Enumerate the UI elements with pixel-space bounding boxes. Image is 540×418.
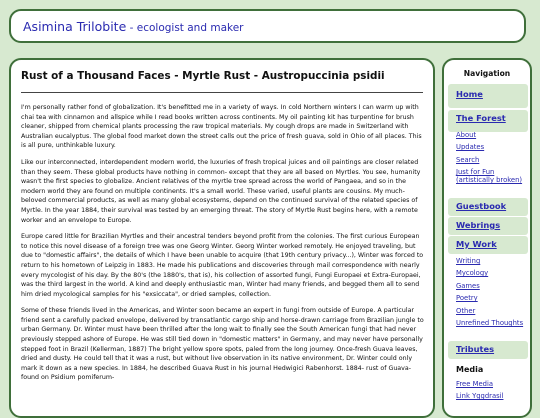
nav-link-free-media[interactable]: Free Media xyxy=(456,380,493,388)
nav-title: Navigation xyxy=(463,69,511,78)
post-paragraph: Europe cared little for Brazilian Myrtles and their ancestral tenders beyond profit from the colonies. The first curious European to notice this novel disease of a foreign tree was one Georg Winter. Georg Winter worked remotely. He enjoyed traveling, but due to "domestic affairs", the details of which I have been unable to acquire (that 19th century privacy...), Winter was forced to return to his hometown of Leipzig in 1883. He made his publications and discoveries through mail correspondence with nearly every mycologist of his day. By the 80's (the 1880's, that is), his collection of assorted fungi, Fungi Europaei et Extra-Europaei, was the third largest in the world. A kind and deeply enthusiastic man, Winter had many friends, and begged them all to send him dried mycological samples for his "exsiccata", or dried samples, collection. xyxy=(21,233,424,298)
post-title: Rust of a Thousand Faces - Myrtle Rust - Austropuccinia psidii xyxy=(21,70,385,82)
post-paragraph: Some of these friends lived in the Americas, and Winter soon became an expert in fungi from outside of Europe. A particular friend sent a carefully packed envelope, delivered by transatlantic cargo ship and horse-drawn carriage from Brazilian jungle to urban Germany. Dr. Winter must have been thrilled after the long wait to finally see the South American fungi that had never previously stepped ashore of Europe. He was still tied down in "domestic matters" in Germany, and may never have personally stepped foot in Brazil (Kellerman, 1887) The bright yellow spore spots, paled from the long journey. Once-fresh Guava leaves, dried and dusty. He could tell that it was a rust, but without live observation in its native environment, Dr. Winter could only mark it down as a new species. In 1884, he described Guava Rust in his journal Hedwigici Rabenhorst. 1884- rust of Guava- found on Psidium pomiferum- xyxy=(21,307,424,382)
nav-link-about[interactable]: About xyxy=(456,131,477,139)
nav-link-just-for-fun[interactable]: Just for Fun (artistically broken) xyxy=(456,168,523,185)
post-paragraph: I'm personally rather fond of globalization. It's benefitted me in a variety of ways. In cold Northern winters I can warm up with chai tea with cinnamon and allspice while I read books written across continents. My oil painting kit has turpentine for brush cleaner, shipped from chemical plants processing the raw tropical materials. My cough drops are made in Switzerland with Australian eucalyptus. The global food market down the street calls out the price of fresh guava, sold in Ohio of all places. This is all pure, unthinkable luxury. xyxy=(21,104,422,150)
nav-link-poetry[interactable]: Poetry xyxy=(456,294,478,302)
navigation-sidebar xyxy=(442,58,532,418)
post-paragraph: Like our interconnected, interdependent modern world, the luxuries of fresh tropical juices and oil paintings are closer related than they seem. These global products have nothing in common- except that they are all based on Myrtles. You see, humanity wasn't the first species to globalize. Ancient relatives of the myrtle tree spread across the world of Pangaea, and so in the modern world they are found on multiple continents. It's a small world. These varied, useful plants are cousins. My much-beloved commercial products, as well as many global ecosystems, depend on the continued survival of the related species of Myrtle. In the year 1884, their survival was tested by an emerging threat. The story of Myrtle Rust begins here, with a remote worker and an envelope to Europe. xyxy=(21,158,421,224)
post-body xyxy=(21,103,426,390)
site-title[interactable] xyxy=(23,19,244,34)
nav-link-mycology[interactable]: Mycology xyxy=(456,269,489,277)
nav-link-writing[interactable]: Writing xyxy=(456,257,481,265)
nav-link-the-forest[interactable]: The Forest xyxy=(456,113,506,123)
site-name[interactable]: Asimina Trilobite xyxy=(23,19,127,34)
nav-link-updates[interactable]: Updates xyxy=(456,143,485,151)
media-heading: Media xyxy=(456,365,484,374)
nav-link-guestbook[interactable]: Guestbook xyxy=(456,201,507,211)
nav-link-unrefined-thoughts[interactable]: Unrefined Thoughts xyxy=(456,319,524,327)
nav-link-webrings[interactable]: Webrings xyxy=(456,220,501,230)
title-divider xyxy=(21,92,423,93)
nav-link-search[interactable]: Search xyxy=(456,156,480,164)
nav-link-link-yggdrasil[interactable]: Link Yggdrasil xyxy=(456,392,504,400)
main-content-panel xyxy=(9,58,435,418)
nav-link-my-work[interactable]: My Work xyxy=(456,239,497,249)
nav-link-other[interactable]: Other xyxy=(456,307,476,315)
nav-link-tributes[interactable]: Tributes xyxy=(456,344,495,354)
nav-link-home[interactable]: Home xyxy=(456,89,483,99)
site-tagline: - ecologist and maker xyxy=(126,22,244,34)
nav-link-games[interactable]: Games xyxy=(456,282,480,290)
site-header xyxy=(9,9,526,43)
